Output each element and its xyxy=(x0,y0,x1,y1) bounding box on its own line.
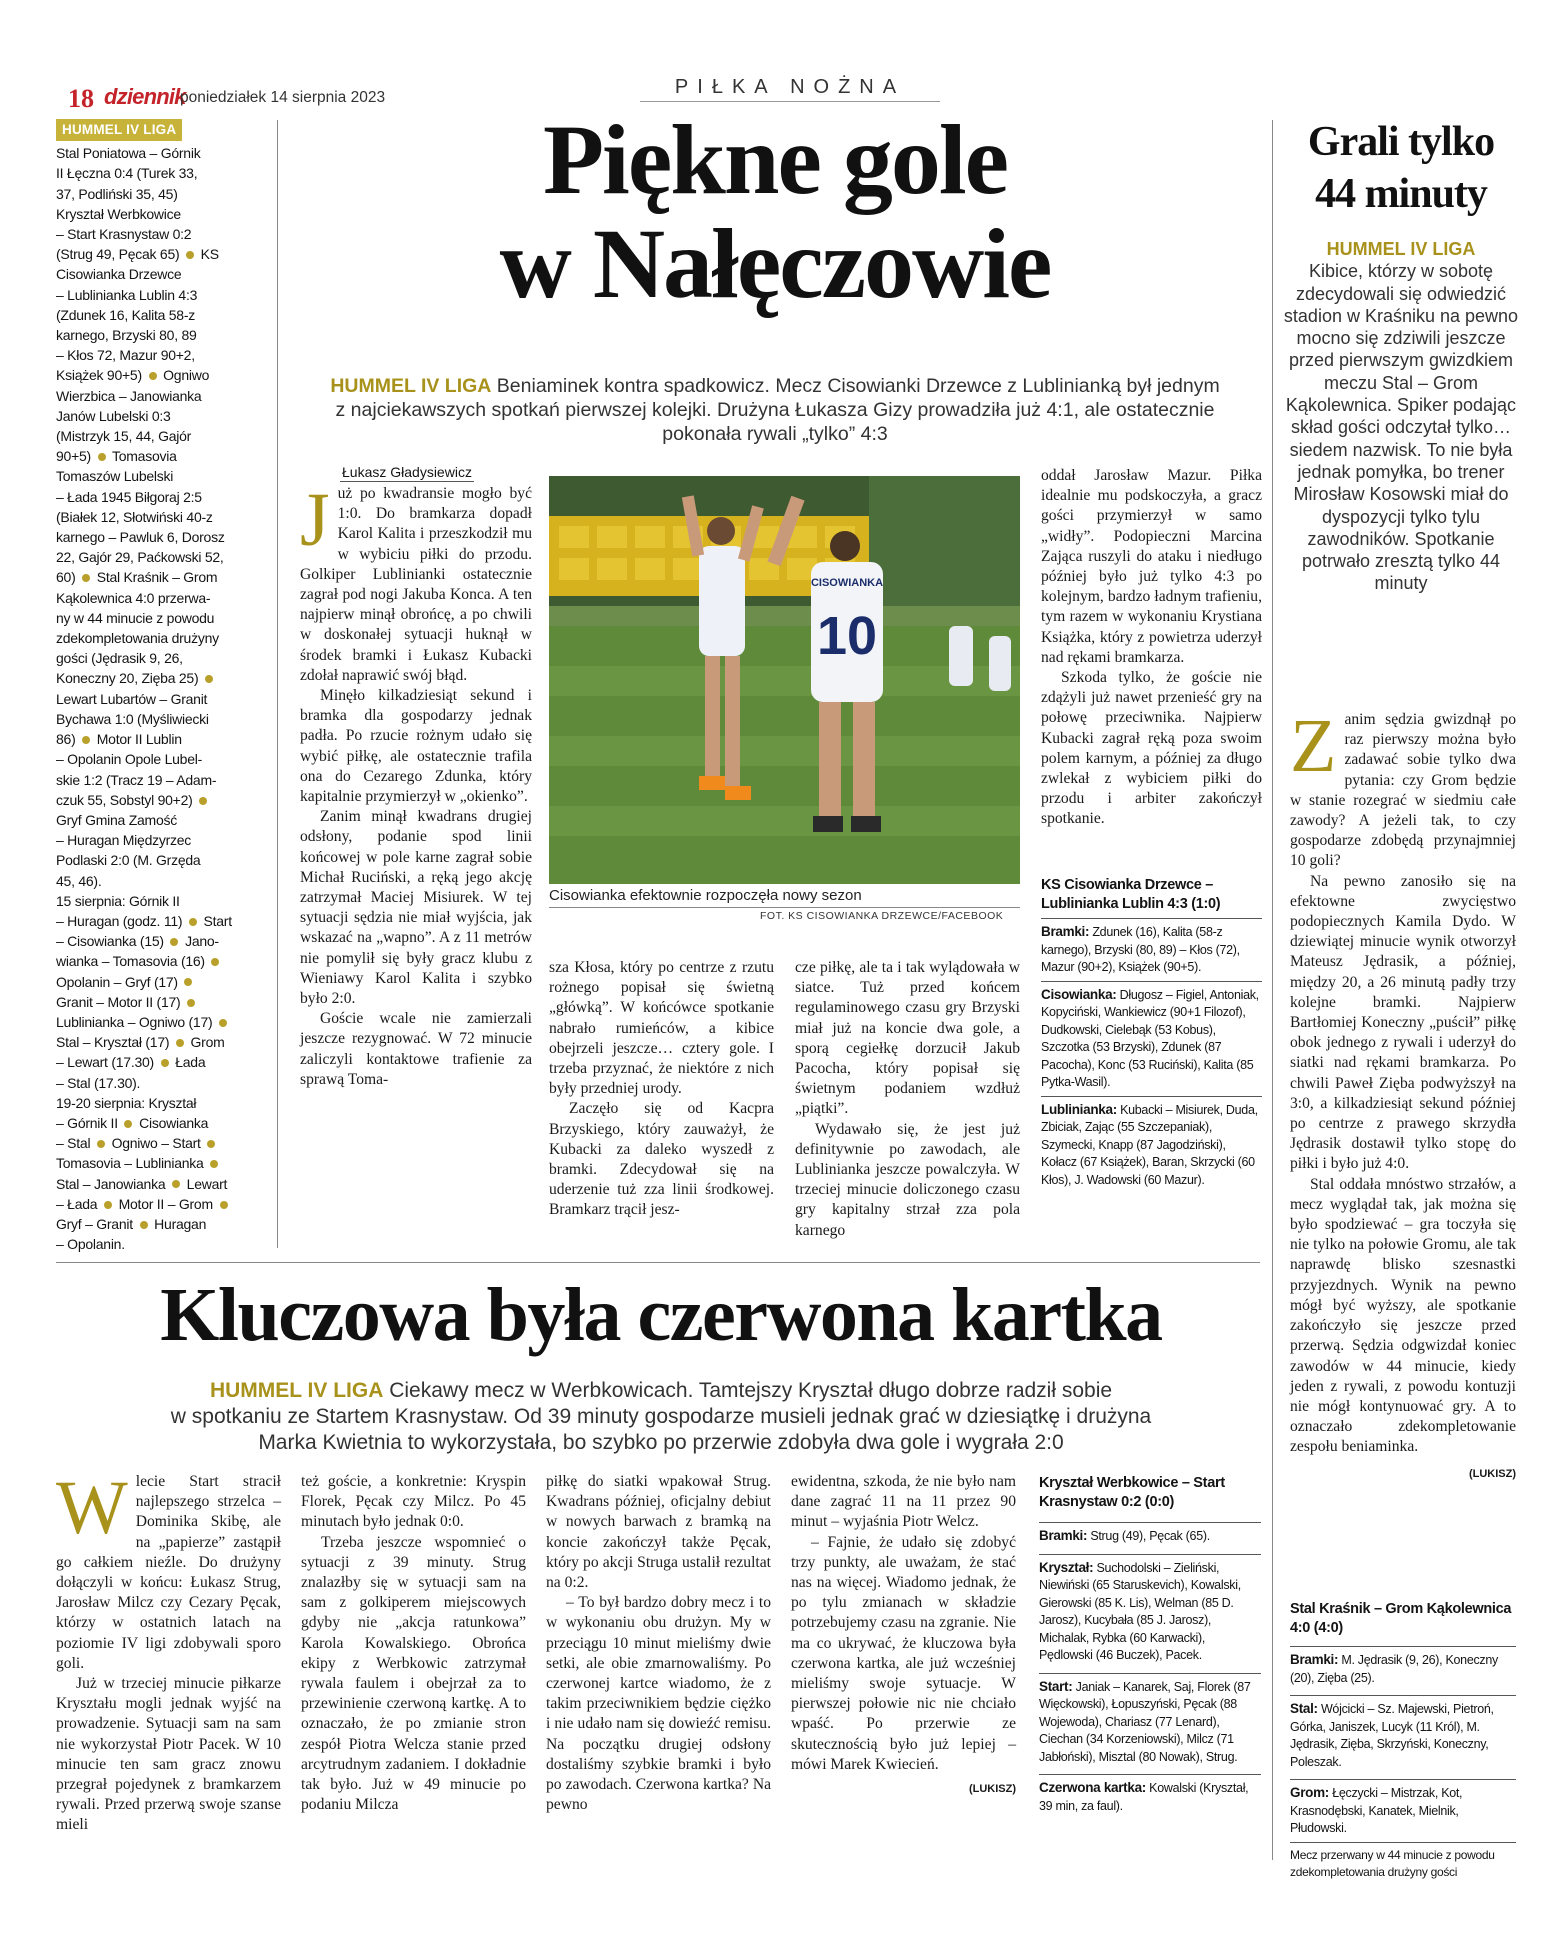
article2-col2 xyxy=(301,1472,526,1815)
article2-col3 xyxy=(546,1472,771,1815)
stats-label: Cisowianka: xyxy=(1041,986,1117,1002)
results-line: – Huragan (godz. 11) Start xyxy=(56,912,232,929)
right-article-signature: (LUKISZ) xyxy=(1468,1467,1516,1480)
article2-paragraph: też goście, a konkretnie: Kryspin Florek, Pęcak czy Milcz. Po 45 minutach było jednak 0:0. xyxy=(301,1473,526,1531)
separator-dot-icon xyxy=(219,1019,227,1027)
right-lead-tag: HUMMEL IV LIGA xyxy=(1326,239,1476,259)
column-rule xyxy=(1272,120,1273,1860)
results-line: Cisowianka Drzewce xyxy=(56,266,182,283)
results-line: 22, Gajór 29, Paćkowski 52, xyxy=(56,549,224,566)
separator-dot-icon xyxy=(220,1201,228,1209)
separator-dot-icon xyxy=(211,958,219,966)
results-line: 60) Stal Kraśnik – Grom xyxy=(56,569,218,586)
photo-credit: FOT. KS CISOWIANKA DRZEWCE/FACEBOOK xyxy=(760,910,1004,922)
separator-dot-icon xyxy=(170,938,178,946)
separator-dot-icon xyxy=(140,1221,148,1229)
results-league-tag: HUMMEL IV LIGA xyxy=(56,119,182,141)
article2-lead-line1: Ciekawy mecz w Werbkowicach. Tamtejszy Kryształ długo dobrze radził sobie xyxy=(383,1379,1113,1402)
results-line: czuk 55, Sobstyl 90+2) xyxy=(56,790,256,810)
stats-red-card: Kowalski (Kryształ, 39 min, za faul). xyxy=(1039,1781,1249,1813)
right-stats-title: Stal Kraśnik – Grom Kąkolewnica 4:0 (4:0) xyxy=(1290,1601,1512,1636)
stats-label: Start: xyxy=(1039,1678,1073,1694)
stats-label: Bramki: xyxy=(1290,1652,1339,1667)
separator-dot-icon xyxy=(207,1140,215,1148)
article2-stats-title: Kryształ Werbkowice – Start Krasnystaw 0:2 (0:0) xyxy=(1039,1475,1225,1510)
results-line: zdekompletowania drużyny xyxy=(56,630,219,647)
right-article-headline xyxy=(1282,116,1520,220)
article1-headline xyxy=(285,104,1265,319)
results-line: – Stal (17.30). xyxy=(56,1074,141,1091)
results-line: (Białek 12, Słotwiński 40-z xyxy=(56,508,213,525)
results-line: Kryształ Werbkowice xyxy=(56,205,181,222)
article2-stats-box xyxy=(1039,1474,1261,1815)
stats-lineup: Janiak – Kanarek, Saj, Florek (87 Więckowski), Łopuszyński, Pęcak (88 Wojewoda), Chariasz (77 Lenard), Ciechan (34 Korzeniowski), Milcz (71 Jabłoński), Misztal (80 Nowak), Strug. xyxy=(1039,1679,1251,1764)
results-line: – Opolanin. xyxy=(56,1236,125,1253)
results-line: Wierzbica – Janowianka xyxy=(56,387,202,404)
results-line: Gryf – Granit Huragan xyxy=(56,1215,207,1232)
results-line: II Łęczna 0:4 (Turek 33, xyxy=(56,165,198,182)
right-lead-text: Kibice, którzy w sobotę zdecydowali się odwiedzić stadion w Kraśniku na pewno mocno się zdziwili jeszcze przed pierwszym gwizdkiem meczu Stal – Grom Kąkolewnica. Spiker podając skład gości odczytał tylko… siedem nazwisk. To nie była jednak pomyłka, bo trener Mirosław Kosowski miał do dyspozycji tylko tylu zawodników. Spotkanie potrwało zresztą tylko 44 minuty xyxy=(1283,261,1519,594)
article1-paragraph: oddał Jarosław Mazur. Piłka idealnie mu podskoczyła, a gracz gości przymierzył w samo „widły”. Podopieczni Marcina Zająca ruszyli do ataku i niedługo później było już tylko 4:3 po kolejnym, bardzo ładnym trafieniu, tym razem w wykonaniu Krystiana Książka, który z powietrza uderzył nad rękami bramkarza. xyxy=(1041,467,1262,666)
results-line: Stal – Janowianka Lewart xyxy=(56,1175,228,1192)
article1-paragraph: Goście wcale nie zamierzali jeszcze rezygnować. W 72 minucie zaliczyli kontaktowe trafienie za sprawą Toma- xyxy=(300,1010,532,1088)
right-article-lead xyxy=(1282,238,1520,595)
article1-paragraph: uż po kwadransie mogło być 1:0. Do bramkarza dopadł Karol Kalita i przeszkodził mu w wybiciu piłki do przodu. Golkiper Lublinianki ostatecznie zagrał pod nogi Jakuba Konca. A ten najpierw minął obrońcę, a po chwili w doskonałej sytuacji huknął w środek bramki i Łukasz Kubacki zdołał naprawić swój błąd. xyxy=(300,485,532,684)
results-line: 90+5) Tomasovia xyxy=(56,448,177,465)
article1-headline-line1: Piękne gole xyxy=(542,104,1008,215)
right-article-dropcap: Z xyxy=(1290,704,1337,788)
article1-lead-line3: pokonała rywali „tylko” 4:3 xyxy=(662,423,888,445)
results-line: Kąkolewnica 4:0 przerwa- xyxy=(56,589,211,606)
results-line: gości (Jędrasik 9, 26, xyxy=(56,650,183,667)
article1-lead-tag: HUMMEL IV LIGA xyxy=(330,375,492,397)
article1-paragraph: Szkoda tylko, że goście nie zdążyli już nawet przenieść gry na połowę przeciwnika. Najpierw Kubacki zagrał ręką poza swoim polem karnym, a później za długo zwlekał z wybiciem piłki do przodu i arbiter zakończył spotkanie. xyxy=(1041,669,1262,828)
results-line: – Start Krasnystaw 0:2 xyxy=(56,226,192,243)
results-line: 45, 46). xyxy=(56,872,102,889)
separator-dot-icon xyxy=(104,1201,112,1209)
results-line: Książek 90+5) Ogniwo xyxy=(56,367,210,384)
results-line: Granit – Motor II (17) xyxy=(56,992,256,1012)
article1-lead xyxy=(290,374,1260,446)
separator-dot-icon xyxy=(161,1059,169,1067)
results-line: skie 1:2 (Tracz 19 – Adam- xyxy=(56,771,217,788)
stats-goals: M. Jędrasik (9, 26), Koneczny (20), Zięba (25). xyxy=(1290,1653,1498,1685)
separator-dot-icon xyxy=(124,1120,132,1128)
article1-stats-title: KS Cisowianka Drzewce – Lublinianka Lublin 4:3 (1:0) xyxy=(1041,877,1221,912)
results-line: 15 sierpnia: Górnik II xyxy=(56,892,180,909)
stats-lineup: Suchodolski – Zieliński, Niewiński (65 Staruskevich), Kowalski, Gierowski (85 K. Lis), Welman (85 D. Jarosz), Kucybała (85 J. Jarosz), Michalak, Rybka (60 Karwacki), Pędlowski (46 Buczek), Pacek. xyxy=(1039,1560,1241,1662)
article1-lead-line2: z najciekawszych spotkań pierwszej kolejki. Drużyna Łukasza Gizy prowadziła już 4:1, ale ostatecznie xyxy=(335,399,1215,421)
article1-author: Łukasz Gładysiewicz xyxy=(342,464,472,480)
article1-paragraph: Zanim minął kwadrans drugiej odsłony, podanie spod linii końcowej w pole karne zagrał sobie Michał Ruciński, a ręką jego akcję zatrzymał Maciej Misiurek. W tej sytuacji sędzia nie miał wyjścia, jak wskazać na „wapno”. A z 11 metrów nie pomylił się były gracz klubu z Wieniawy Karol Kalita i szybko było 2:0. xyxy=(300,808,532,1008)
stats-label: Lublinianka: xyxy=(1041,1101,1117,1117)
separator-dot-icon xyxy=(149,372,157,380)
right-headline-line1: Grali tylko xyxy=(1307,119,1495,165)
jersey-number-text: 10 xyxy=(816,606,878,666)
results-line: – Huragan Międzyrzec xyxy=(56,832,192,849)
right-article-paragraph: anim sędzia gwizdnął po raz pierwszy można było zadawać sobie tylko dwa pytania: czy Grom będzie w stanie rozegrać w siedmiu całe zawody? A jeżeli tak, to czy gospodarze zdobędą przynajmniej 10 goli? xyxy=(1290,711,1516,870)
stats-label: Czerwona kartka: xyxy=(1039,1780,1146,1795)
results-line: – Opolanin Opole Lubel- xyxy=(56,751,203,768)
results-line: – Kłos 72, Mazur 90+2, xyxy=(56,347,195,364)
separator-dot-icon xyxy=(176,1039,184,1047)
article1-col4 xyxy=(1041,466,1262,830)
results-line: 19-20 sierpnia: Kryształ xyxy=(56,1094,197,1111)
separator-dot-icon xyxy=(186,251,194,259)
separator-dot-icon xyxy=(82,736,90,744)
right-article-paragraph: Na pewno zanosiło się na efektowne zwycięstwo podopiecznych Kamila Dydo. W dziewiątej minucie wynik otworzył Mateusz Jędrasik, a później, między 20, a 26 minutą padły trzy kolejne bramki. Najpierw Bartłomiej Koneczny „puścił” piłkę obok jednego z rywali i uderzył do siatki nad rękami bramkarza. Po chwili Paweł Zięba podwyższył na 3:0, a kilkadziesiąt sekund później po centrze z prawego skrzydła Jędrasik dostawił tylko stopę do piłki i było już 4:0. xyxy=(1290,872,1516,1173)
separator-dot-icon xyxy=(98,453,106,461)
results-line: Janów Lubelski 0:3 xyxy=(56,407,171,424)
stats-label: Bramki: xyxy=(1039,1528,1088,1543)
article2-col1 xyxy=(56,1466,281,1836)
caption-rule xyxy=(549,907,1020,908)
right-stats-box xyxy=(1290,1600,1516,1882)
article1-col2 xyxy=(549,958,774,1221)
article1-paragraph: Minęło kilkadziesiąt sekund i bramka dla gospodarzy jednak padła. Po rzucie rożnym udało się wybić piłkę, ale ostatecznie trafila ona do Cezarego Zdunka, który kapitalnie przymierzył w „okienko”. xyxy=(300,687,532,806)
results-line: karnego – Pawluk 6, Dorosz xyxy=(56,529,225,546)
separator-dot-icon xyxy=(205,675,213,683)
stats-label: Grom: xyxy=(1290,1785,1330,1800)
article1-lead-line1: Beniaminek kontra spadkowicz. Mecz Cisowianki Drzewce z Lublinianką był jednym xyxy=(491,375,1220,397)
stats-lineup: Długosz – Figiel, Antoniak, Kopyciński, Wankiewicz (90+1 Filozof), Dudkowski, Cielebąk (53 Kobus), Szczotka (53 Brzyski), Zdunek (87 Pacocha), Konc (53 Ruciński), Kalita (85 Pytka-Wasil). xyxy=(1041,987,1259,1089)
results-line: wianka – Tomasovia (16) xyxy=(56,951,256,971)
article1-paragraph: cze piłkę, ale ta i tak wylądowała w siatce. Tuż przed końcem regulaminowego czasu gry Brzyski miał już na koncie dwa gole, a sporą cegiełkę dorzucił Jakub Pacocha, który popisał się świetnym podaniem wzdłuż „piątki”. xyxy=(795,959,1020,1118)
results-line: Lublinianka – Ogniwo (17) xyxy=(56,1012,256,1032)
article1-paragraph: Wydawało się, że jest już definitywnie po zawodach, ale Lublinianka jeszcze powalczyła. W trzeciej minucie doliczonego czasu gry kapitalny strzał zza pola karnego xyxy=(795,1120,1020,1239)
article2-dropcap: W xyxy=(56,1466,128,1550)
results-line: (Mistrzyk 15, 44, Gajór xyxy=(56,428,192,445)
results-line: Opolanin – Gryf (17) xyxy=(56,972,256,992)
page-number: 18 xyxy=(68,84,94,113)
article1-paragraph: Zaczęło się od Kacpra Brzyskiego, który zauważył, że Kubacki za daleko wyszedł z bramki. Zdecydował się na uderzenie tuż zza linii środkowej. Bramkarz trącił jesz- xyxy=(549,1100,774,1219)
results-column xyxy=(56,119,256,1254)
column-rule xyxy=(277,120,278,1248)
results-line: (Strug 49, Pęcak 65) KS xyxy=(56,246,219,263)
stats-label: Bramki: xyxy=(1041,924,1090,939)
results-line: – Łada Motor II – Grom xyxy=(56,1194,256,1214)
article1-col1 xyxy=(300,478,532,1090)
stats-label: Kryształ: xyxy=(1039,1559,1094,1575)
results-list xyxy=(56,143,256,1254)
results-line: – Cisowianka (15) Jano- xyxy=(56,933,219,950)
article2-paragraph: lecie Start stracił najlepszego strzelca – Dominika Skibę, ale na „papierze” zastąpił go całkiem nieźle. Do drużyny dołączyli w końcu: Łukasz Strug, Jarosław Milcz czy Cezary Pęcak, którzy w ostatnich latach na poziomie IV ligi zdobywali sporo goli. xyxy=(56,1473,281,1672)
stats-goals: Strug (49), Pęcak (65). xyxy=(1087,1529,1210,1543)
results-line: Stal Poniatowa – Górnik xyxy=(56,145,201,162)
results-line: Podlaski 2:0 (M. Grzęda xyxy=(56,852,201,869)
article2-paragraph: – Fajnie, że udało się zdobyć trzy punkty, ale uważam, że stać nas na więcej. Wiadomo jednak, że po tylu zmianach w składzie potrzebujemy czasu na zgranie. Nie ma co ukrywać, że kluczowa była czerwona kartka, ale już wcześniej mieliśmy swoje sytuacje. W pierwszej połowie nic nie chciało wpaść. Po przerwie ze skutecznością było już lepiej – mówi Marek Kwiecień. xyxy=(791,1533,1016,1773)
match-photo xyxy=(549,476,1020,884)
results-line: (Zdunek 16, Kalita 58-z xyxy=(56,306,195,323)
stats-label: Stal: xyxy=(1290,1701,1318,1716)
separator-dot-icon xyxy=(82,574,90,582)
results-line: Gryf Gmina Zamość xyxy=(56,811,177,828)
stats-lineup: Łęczycki – Mistrzak, Kot, Krasnodębski, Kanatek, Mielnik, Płudowski. xyxy=(1290,1786,1463,1835)
article2-paragraph: Trzeba jeszcze wspomnieć o sytuacji z 39 minuty. Strug znalazłby się w sytuacji sam na sam z golkiperem miejscowych gdyby nie „akcja ratunkowa” Karola Kowalskiego. Obrońca ekipy z Werbkowic zatrzymał rywala faulem i obejrzał za to przewinienie czerwoną kartkę. A to oznaczało, że po zmianie stron zespół Piotra Welcza stanie przed arcytrudnym zadaniem. I dokładnie tak było. Już w 49 minucie po podaniu Milcza xyxy=(301,1533,526,1814)
separator-dot-icon xyxy=(210,1160,218,1168)
article2-headline: Kluczowa była czerwona kartka xyxy=(160,1273,1162,1357)
article2-lead-tag: HUMMEL IV LIGA xyxy=(209,1379,384,1402)
article2-signature: (LUKISZ) xyxy=(968,1783,1016,1796)
separator-dot-icon xyxy=(187,999,195,1007)
article1-paragraph: sza Kłosa, który po centrze z rzutu rożnego popisał się świetną „główką”. W końcówce spotkanie nabrało rumieńców, a kibice obejrzeli jeszcze… cztery gole. I trzeba przyznać, że niektóre z nich były przedniej urody. xyxy=(549,959,774,1098)
article2-lead xyxy=(56,1378,1266,1456)
results-line: 86) Motor II Lublin xyxy=(56,731,182,748)
results-line: Tomaszów Lubelski xyxy=(56,468,174,485)
stats-lineup: Wójcicki – Sz. Majewski, Pietroń, Górka, Janiszek, Lucyk (11 Król), M. Jędrasik, Zięba, Skrzyński, Koneczny, Poleszak. xyxy=(1290,1702,1494,1769)
article1-headline-line2: w Nałęczowie xyxy=(499,208,1051,319)
separator-dot-icon xyxy=(184,978,192,986)
stats-goals: Zdunek (16), Kalita (58-z karnego), Brzyski (80, 89) – Kłos (72), Mazur (90+2), Książek (90+5). xyxy=(1041,925,1240,974)
results-line: karnego, Brzyski 80, 89 xyxy=(56,327,197,344)
newspaper-logo: dziennik xyxy=(104,84,186,109)
separator-dot-icon xyxy=(172,1180,180,1188)
stats-lineup: Kubacki – Misiurek, Duda, Zbiciak, Zając (55 Szczepaniak), Szymecki, Knapp (87 Jagodziński), Kołacz (67 Książek), Baran, Skrzycki (60 Kłos), J. Wadowski (60 Mazur). xyxy=(1041,1102,1258,1187)
separator-dot-icon xyxy=(189,918,197,926)
article2-lead-line3: Marka Kwietnia to wykorzystała, bo szybko po przerwie zdobyła dwa gole i wygrała 2:0 xyxy=(258,1431,1064,1454)
jersey-club-text: CISOWIANKA xyxy=(810,577,884,589)
right-article-paragraph: Stal oddała mnóstwo strzałów, a mecz wyglądał tak, jak można się było spodziewać – gra toczyła się nie tylko na połowie Gromu, ale tak naprawdę blisko szesnastki przyjezdnych. Wynik na pewno mógł być wyższy, ale spotkanie zakończyło się jeszcze przed przerwą. Sędzia odgwizdał koniec zawodów w 44 minucie, kiedy jeden z rywali, z powodu kontuzji nie mógł kontynuować gry. A to oznaczało zdekompletowanie zespołu beniaminka. xyxy=(1290,1175,1516,1456)
results-line: – Stal Ogniwo – Start xyxy=(56,1133,256,1153)
article2-lead-line2: w spotkaniu ze Startem Krasnystaw. Od 39 minuty gospodarze musieli jednak grać w dziesiątkę i drużyna xyxy=(170,1405,1152,1428)
article2-col4 xyxy=(791,1472,1016,1799)
issue-date: poniedziałek 14 sierpnia 2023 xyxy=(180,89,386,106)
results-line: – Lublinianka Lublin 4:3 xyxy=(56,286,198,303)
article2-paragraph: – To był bardzo dobry mecz i to w wykonaniu obu drużyn. My w przeciągu 10 minut mieliśmy dwie setki, ale obie zmarnowaliśmy. Po czerwonej kartce wiadomo, że z takim przeciwnikiem będzie ciężko i nie udało nam się dowieźć remisu. Na początku drugiej odsłony dostaliśmy szybkie bramki i było po zawodach. Czerwona kartka? Na pewno xyxy=(546,1594,771,1814)
article1-dropcap: J xyxy=(300,478,330,562)
article-divider xyxy=(56,1262,1260,1263)
results-line: Tomasovia – Lublinianka xyxy=(56,1153,256,1173)
article1-col3 xyxy=(795,958,1020,1241)
separator-dot-icon xyxy=(97,1140,105,1148)
results-line: 37, Podliński 35, 45) xyxy=(56,185,178,202)
article2-paragraph: Już w trzeciej minucie piłkarze Kryształu mogli jednak wyjść na prowadzenie. Sytuacji sam na sam nie wykorzystał Piotr Pacek. W 10 minucie ten sam gracz znowu przegrał pojedynek z bramkarzem rywali. Przed przerwą swoje szanse mieli xyxy=(56,1675,281,1834)
section-title: PIŁKA NOŻNA xyxy=(640,76,940,102)
results-line: – Lewart (17.30) Łada xyxy=(56,1054,206,1071)
right-article-body xyxy=(1290,704,1516,1484)
photo-caption: Cisowianka efektownie rozpoczęła nowy sezon xyxy=(549,887,862,904)
results-line: Koneczny 20, Zięba 25) xyxy=(56,668,256,688)
right-stats-note: Mecz przerwany w 44 minucie z powodu zdekompletowania drużyny gości xyxy=(1290,1842,1516,1882)
results-line: Lewart Lubartów – Granit xyxy=(56,690,208,707)
results-line: – Górnik II Cisowianka xyxy=(56,1114,209,1131)
results-line: – Łada 1945 Biłgoraj 2:5 xyxy=(56,488,202,505)
results-line: ny w 44 minucie z powodu xyxy=(56,609,215,626)
article2-paragraph: piłkę do siatki wpakował Strug. Kwadrans później, oficjalny debiut w nowych barwach z bramką na koncie zakończył także Pęcak, który po akcji Struga ustalił rezultat na 0:2. xyxy=(546,1473,771,1592)
article2-paragraph: ewidentna, szkoda, że nie było nam dane zagrać 11 na 11 przez 90 minut – wyjaśnia Piotr Welcz. xyxy=(791,1473,1016,1531)
results-line: Bychawa 1:0 (Myśliwiecki xyxy=(56,710,209,727)
results-line: Stal – Kryształ (17) Grom xyxy=(56,1034,225,1051)
right-headline-line2: 44 minuty xyxy=(1315,171,1487,217)
separator-dot-icon xyxy=(199,797,207,805)
article1-stats-box xyxy=(1041,876,1262,1189)
